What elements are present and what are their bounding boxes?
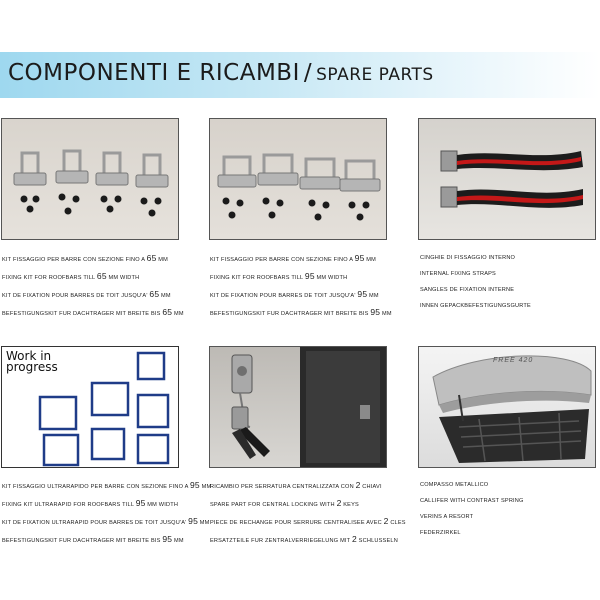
placeholder-squares-image [2, 347, 178, 467]
fixing-kit-65-caption [2, 250, 182, 322]
work-in-progress-placeholder [1, 346, 179, 468]
roof-box-photo [418, 346, 596, 468]
title-banner [0, 52, 600, 98]
u-bolt-clamps-image [210, 119, 386, 239]
internal-straps-photo [418, 118, 596, 240]
roof-box-brand: FREE 420 [493, 357, 534, 364]
caption-line-fr: KIT DE FIXATION POUR BARRES DE TOIT JUSQU'A' 65 MM [2, 289, 171, 299]
caption-line-en: INTERNAL FIXING STRAPS [420, 271, 496, 277]
caption-line-de: BEFESTIGUNGSKIT FUR DACHTRAGER MIT BREITE BIS 95 MM [2, 534, 184, 544]
caption-line-it: COMPASSO METALLICO [420, 482, 489, 488]
central-lock-photo [209, 346, 387, 468]
caption-line-fr: KIT DE FIXATION POUR BARRES DE TOIT JUSQU'A' 95 MM [210, 289, 379, 299]
caption-line-fr: KIT DE FIXATION ULTRARAPID POUR BARRES DE TOIT JUSQU'A' 95 MM [2, 516, 210, 526]
work-in-progress-label: Work in progress [6, 349, 58, 374]
caption-line-de: BEFESTIGUNGSKIT FUR DACHTRAGER MIT BREITE BIS 95 MM [210, 307, 392, 317]
title-separator: / [303, 60, 313, 86]
caption-line-de: INNEN GEPACKBEFESTIGUNGSGURTE [420, 303, 531, 309]
caption-line-it: KIT FISSAGGIO PER BARRE CON SEZIONE FINO A 65 MM [2, 253, 168, 263]
caption-line-it: CINGHIE DI FISSAGGIO INTERNO [420, 255, 516, 261]
caption-line-fr: PIECE DE RECHANGE POUR SERRURE CENTRALISEE AVEC 2 CLES [210, 516, 406, 526]
fixing-kit-95-caption [210, 250, 390, 322]
fixing-kit-65-photo [1, 118, 179, 240]
caption-line-en: FIXING KIT FOR ROOFBARS TILL 65 MM WIDTH [2, 271, 140, 281]
title-main: COMPONENTI E RICAMBI [8, 60, 300, 86]
caption-line-it: KIT FISSAGGIO ULTRARAPIDO PER BARRE CON SEZIONE FINO A 95 MM [2, 480, 212, 490]
caption-line-en: FIXING KIT FOR ROOFBARS TILL 95 MM WIDTH [210, 271, 348, 281]
caption-line-en: CALLIFER WITH CONTRAST SPRING [420, 498, 524, 504]
caption-line-fr: VERINS A RESORT [420, 514, 474, 520]
page-title [8, 60, 434, 86]
caption-line-en: SPARE PART FOR CENTRAL LOCKING WITH 2 KEYS [210, 498, 359, 508]
caption-line-en: FIXING KIT ULTRARAPID FOR ROOFBARS TILL 95 MM WIDTH [2, 498, 179, 508]
caption-line-it: RICAMBIO PER SERRATURA CENTRALIZZATA CON 2 CHIAVI [210, 480, 382, 490]
ultrarapid-kit-caption [2, 477, 212, 549]
lock-and-keys-image [210, 347, 386, 467]
caption-line-de: ERSATZTEILE FUR ZENTRALVERRIEGELUNG MIT 2 SCHLUSSELN [210, 534, 398, 544]
caption-line-de: BEFESTIGUNGSKIT FUR DACHTRAGER MIT BREITE BIS 65 MM [2, 307, 184, 317]
roof-box-image [419, 347, 595, 467]
caption-line-it: KIT FISSAGGIO PER BARRE CON SEZIONE FINO A 95 MM [210, 253, 376, 263]
title-sub: SPARE PARTS [316, 65, 434, 85]
metal-compass-caption [420, 477, 600, 541]
straps-image [419, 119, 595, 239]
u-bolt-clamps-image [2, 119, 178, 239]
caption-line-fr: SANGLES DE FIXATION INTERNE [420, 287, 515, 293]
internal-straps-caption [420, 250, 600, 314]
caption-line-de: FEDERZIRKEL [420, 530, 461, 536]
central-lock-caption [210, 477, 406, 549]
fixing-kit-95-photo [209, 118, 387, 240]
